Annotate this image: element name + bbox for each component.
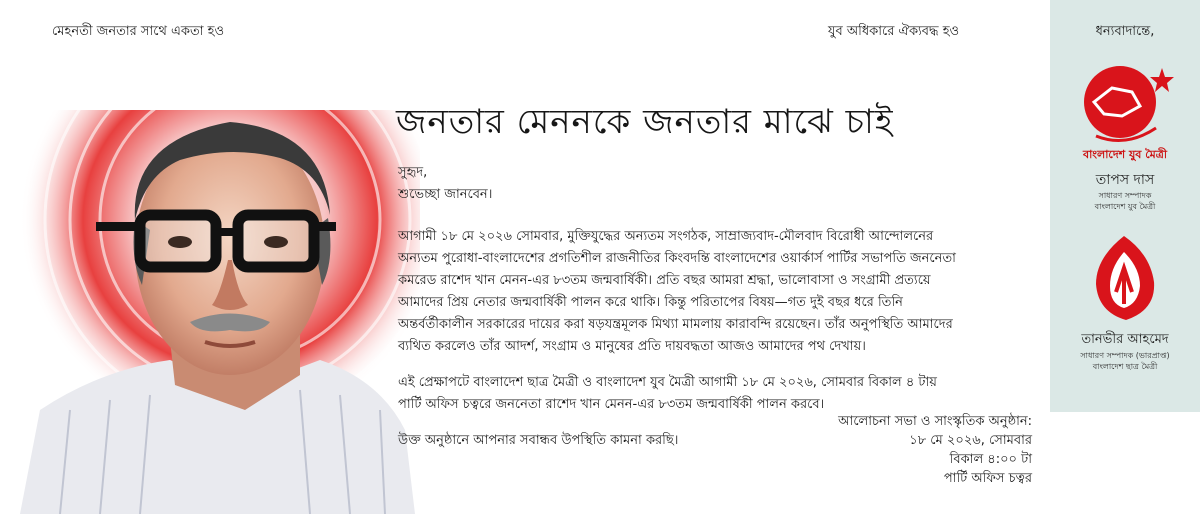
paragraph-2 xyxy=(398,372,1038,416)
portrait-illustration xyxy=(0,110,420,514)
paragraph-line: আগামী ১৮ মে ২০২৬ সোমবার, মুক্তিযুদ্ধের অন্যতম সংগঠক, সাম্রাজ্যবাদ-মৌলবাদ বিরোধী আন্দোলনের xyxy=(398,229,934,244)
paragraph-line: অন্তর্বর্তীকালীন সরকারের দায়ের করা ষড়যন্ত্রমূলক মিথ্যা মামলায় কারাবন্দি রয়েছেন। তাঁর অনুপস্থিতি আমাদের xyxy=(398,317,953,332)
header-slogan-left: মেহনতী জনতার সাথে একতা হও xyxy=(52,24,225,39)
paragraph-line: পার্টি অফিস চত্বরে জননেতা রাশেদ খান মেনন-এর ৮৩তম জন্মবার্ষিকী পালন করবে। xyxy=(398,397,825,412)
paragraph-line: উক্ত অনুষ্ঠানে আপনার সবান্ধব উপস্থিতি কামনা করছি। xyxy=(398,433,679,448)
sidebar-signatories xyxy=(1050,0,1200,412)
event-venue: পার্টি অফিস চত্বর xyxy=(943,471,1032,486)
paragraph-line: কমরেড রাশেদ খান মেনন-এর ৮৩তম জন্মবার্ষিকী। প্রতি বছর আমরা শ্রদ্ধা, ভালোবাসা ও সংগ্রামী প্রত্যয়ে xyxy=(398,273,931,288)
paragraph-1 xyxy=(398,226,1038,358)
signatory1-org: বাংলাদেশ যুব মৈত্রী xyxy=(1094,202,1156,211)
event-title: আলোচনা সভা ও সাংস্কৃতিক অনুষ্ঠান: xyxy=(838,414,1032,429)
signatory2-role: সাধারণ সম্পাদক (ভারপ্রাপ্ত) xyxy=(1080,351,1170,360)
signatory2-org: বাংলাদেশ ছাত্র মৈত্রী xyxy=(1092,362,1158,371)
signatory1-name: তাপস দাস xyxy=(1095,172,1155,188)
event-date: ১৮ মে ২০২৬, সোমবার xyxy=(909,433,1032,448)
paragraph-line: আমাদের প্রিয় নেতার জন্মবার্ষিকী পালন করে থাকি। কিন্তু পরিতাপের বিষয়—গত দুই বছর ধরে তিনি xyxy=(398,295,903,310)
event-info xyxy=(838,412,1032,488)
paragraph-line: ব্যথিত করলেও তাঁর আদর্শ, সংগ্রাম ও মানুষের প্রতি দায়বদ্ধতা আজও আমাদের পথ দেখায়। xyxy=(398,339,866,354)
salutation: সুহৃদ, xyxy=(398,165,428,180)
org1-name: বাংলাদেশ যুব মৈত্রী xyxy=(1082,148,1168,161)
thanks-text: ধন্যবাদান্তে, xyxy=(1095,24,1155,39)
paragraph-line: এই প্রেক্ষাপটে বাংলাদেশ ছাত্র মৈত্রী ও বাংলাদেশ যুব মৈত্রী আগামী ১৮ মে ২০২৬, সোমবার বিকাল ৪ টায় xyxy=(398,375,937,390)
paragraph-line: অন্যতম পুরোধা-বাংলাদেশের প্রগতিশীল রাজনীতির কিংবদন্তি বাংলাদেশের ওয়ার্কার্স পার্টির সভাপতি জননেতা xyxy=(398,251,956,266)
signatory1-title xyxy=(1050,190,1200,212)
greeting: শুভেচ্ছা জানবেন। xyxy=(398,187,493,202)
chhatra-moitree-logo-icon xyxy=(1084,232,1166,328)
signatory1-role: সাধারণ সম্পাদক xyxy=(1098,191,1152,200)
headline: জনতার মেননকে জনতার মাঝে চাই xyxy=(396,102,894,142)
event-time: বিকাল ৪:০০ টা xyxy=(949,452,1032,467)
signatory2-name: তানভীর আহমেদ xyxy=(1081,332,1169,347)
signatory2-title xyxy=(1050,350,1200,372)
jubo-moitree-logo-icon xyxy=(1076,62,1176,150)
header-slogan-right: যুব অধিকারে ঐক্যবদ্ধ হও xyxy=(828,24,960,39)
